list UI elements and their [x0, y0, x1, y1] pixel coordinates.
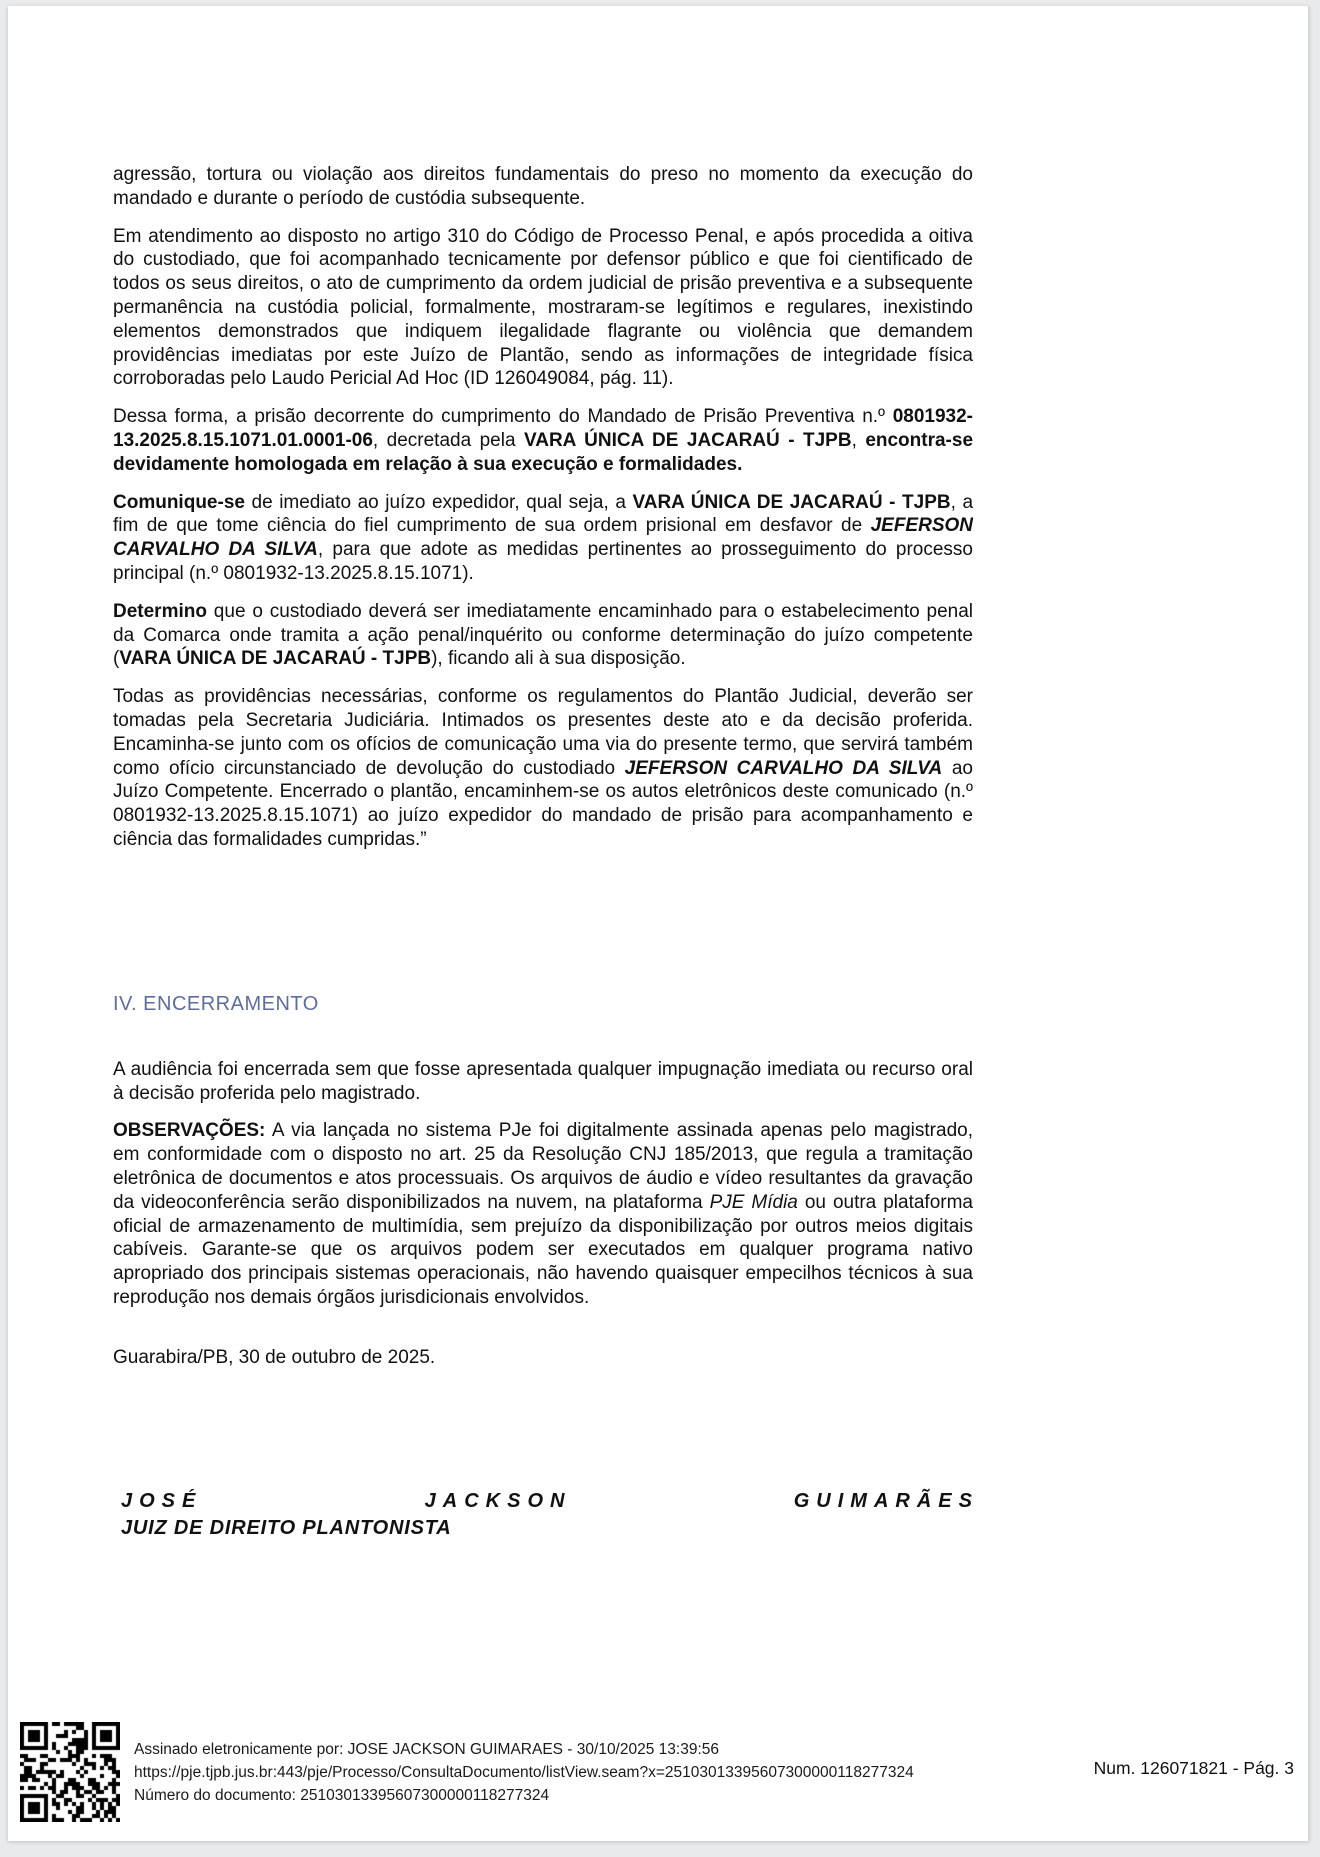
paragraph: Comunique-se de imediato ao juízo expedidor, qual seja, a VARA ÚNICA DE JACARAÚ - TJPB, a fim de que tome ciência do fiel cumprimento de sua ordem prisional em desfavor de JEFERSON CARVALHO DA SILVA, para que adote as medidas pertinentes ao prosseguimento do processo principal (n.º 0801932-13.2025.8.15.1071). — [113, 491, 974, 584]
paragraph: A audiência foi encerrada sem que fosse apresentada qualquer impugnação imediata ou recurso oral à decisão proferida pelo magistrado. — [113, 1058, 973, 1104]
paragraph: Todas as providências necessárias, conforme os regulamentos do Plantão Judicial, deverão ser tomadas pela Secretaria Judiciária. Intimados os presentes deste ato e da decisão proferida. Encaminha-se junto com os ofícios de comunicação uma via do presente termo, que servirá também como ofício circunstanciado de devolução do custodiado JEFERSON CARVALHO DA SILVA ao Juízo Competente. Encerrado o plantão, encaminhem-se os autos eletrônicos deste comunicado (n.º 0801932-13.2025.8.15.1071) ao juízo expedidor do mandado de prisão para acompanhamento e ciência das formalidades cumpridas.” — [113, 686, 973, 850]
date-line: Guarabira/PB, 30 de outubro de 2025. — [113, 1346, 436, 1368]
document-body — [113, 163, 973, 1383]
section-heading: IV. ENCERRAMENTO — [113, 992, 319, 1015]
signature-first-name: JOSÉ — [121, 1490, 203, 1512]
qr-code — [20, 1722, 120, 1822]
footer-doc-number: Número do documento: 25103013395607300000118277324 — [134, 1786, 550, 1804]
paragraph: OBSERVAÇÕES: A via lançada no sistema PJe foi digitalmente assinada apenas pelo magistrado, em conformidade com o disposto no art. 25 da Resolução CNJ 185/2013, que regula a tramitação eletrônica de documentos e atos processuais. Os arquivos de áudio e vídeo resultantes da gravação da videoconferência serão disponibilizados na nuvem, na plataforma PJE Mídia ou outra plataforma oficial de armazenamento de multimídia, sem prejuízo da disponibilização por outros meios digitais cabíveis. Garante-se que os arquivos podem ser executados em qualquer programa nativo apropriado dos principais sistemas operacionais, não havendo quaisquer empecilhos técnicos à sua reprodução nos demais órgãos jurisdicionais envolvidos. — [113, 1120, 973, 1308]
footer-url: https://pje.tjpb.jus.br:443/pje/Processo/ConsultaDocumento/listView.seam?x=25103013395607300000118277324 — [134, 1763, 914, 1781]
paragraph: agressão, tortura ou violação aos direitos fundamentais do preso no momento da execução do mandado e durante o período de custódia subsequente. — [113, 164, 973, 209]
paragraph: Em atendimento ao disposto no artigo 310 do Código de Processo Penal, e após procedida a oitiva do custodiado, que foi acompanhado tecnicamente por defensor público e que foi cientificado de todos os seus direitos, o ato de cumprimento da ordem judicial de prisão preventiva e a subsequente permanência na custódia policial, formalmente, mostraram-se legítimos e regulares, inexistindo elementos demonstrados que indiquem ilegalidade flagrante ou violência que demandem providências imediatas por este Juízo de Plantão, sendo as informações de integridade física corroboradas pelo Laudo Pericial Ad Hoc (ID 126049084, pág. 11). — [113, 225, 973, 390]
footer-signed-line: Assinado eletronicamente por: JOSE JACKSON GUIMARAES - 30/10/2025 13:39:56 — [134, 1740, 719, 1758]
signature-role: JUIZ DE DIREITO PLANTONISTA — [121, 1517, 452, 1539]
footer-lines — [134, 1738, 914, 1807]
electronic-signature-footer — [20, 1722, 914, 1822]
page-number: Num. 126071821 - Pág. 3 — [1093, 1758, 1294, 1778]
document-page — [8, 6, 1309, 1841]
signature-last-name: GUIMARÃES — [793, 1490, 979, 1512]
signature-middle-name: JACKSON — [424, 1490, 572, 1512]
signature-block — [121, 1490, 979, 1540]
paragraph: Dessa forma, a prisão decorrente do cumprimento do Mandado de Prisão Preventiva n.º 0801932-13.2025.8.15.1071.01.0001-06, decretada pela VARA ÚNICA DE JACARAÚ - TJPB, encontra-se devidamente homologada em relação à sua execução e formalidades. — [113, 406, 974, 475]
signature-name — [121, 1490, 979, 1513]
paragraph: Determino que o custodiado deverá ser imediatamente encaminhado para o estabelecimento penal da Comarca onde tramita a ação penal/inquérito ou conforme determinação do juízo competente (VARA ÚNICA DE JACARAÚ - TJPB), ficando ali à sua disposição. — [113, 600, 973, 670]
